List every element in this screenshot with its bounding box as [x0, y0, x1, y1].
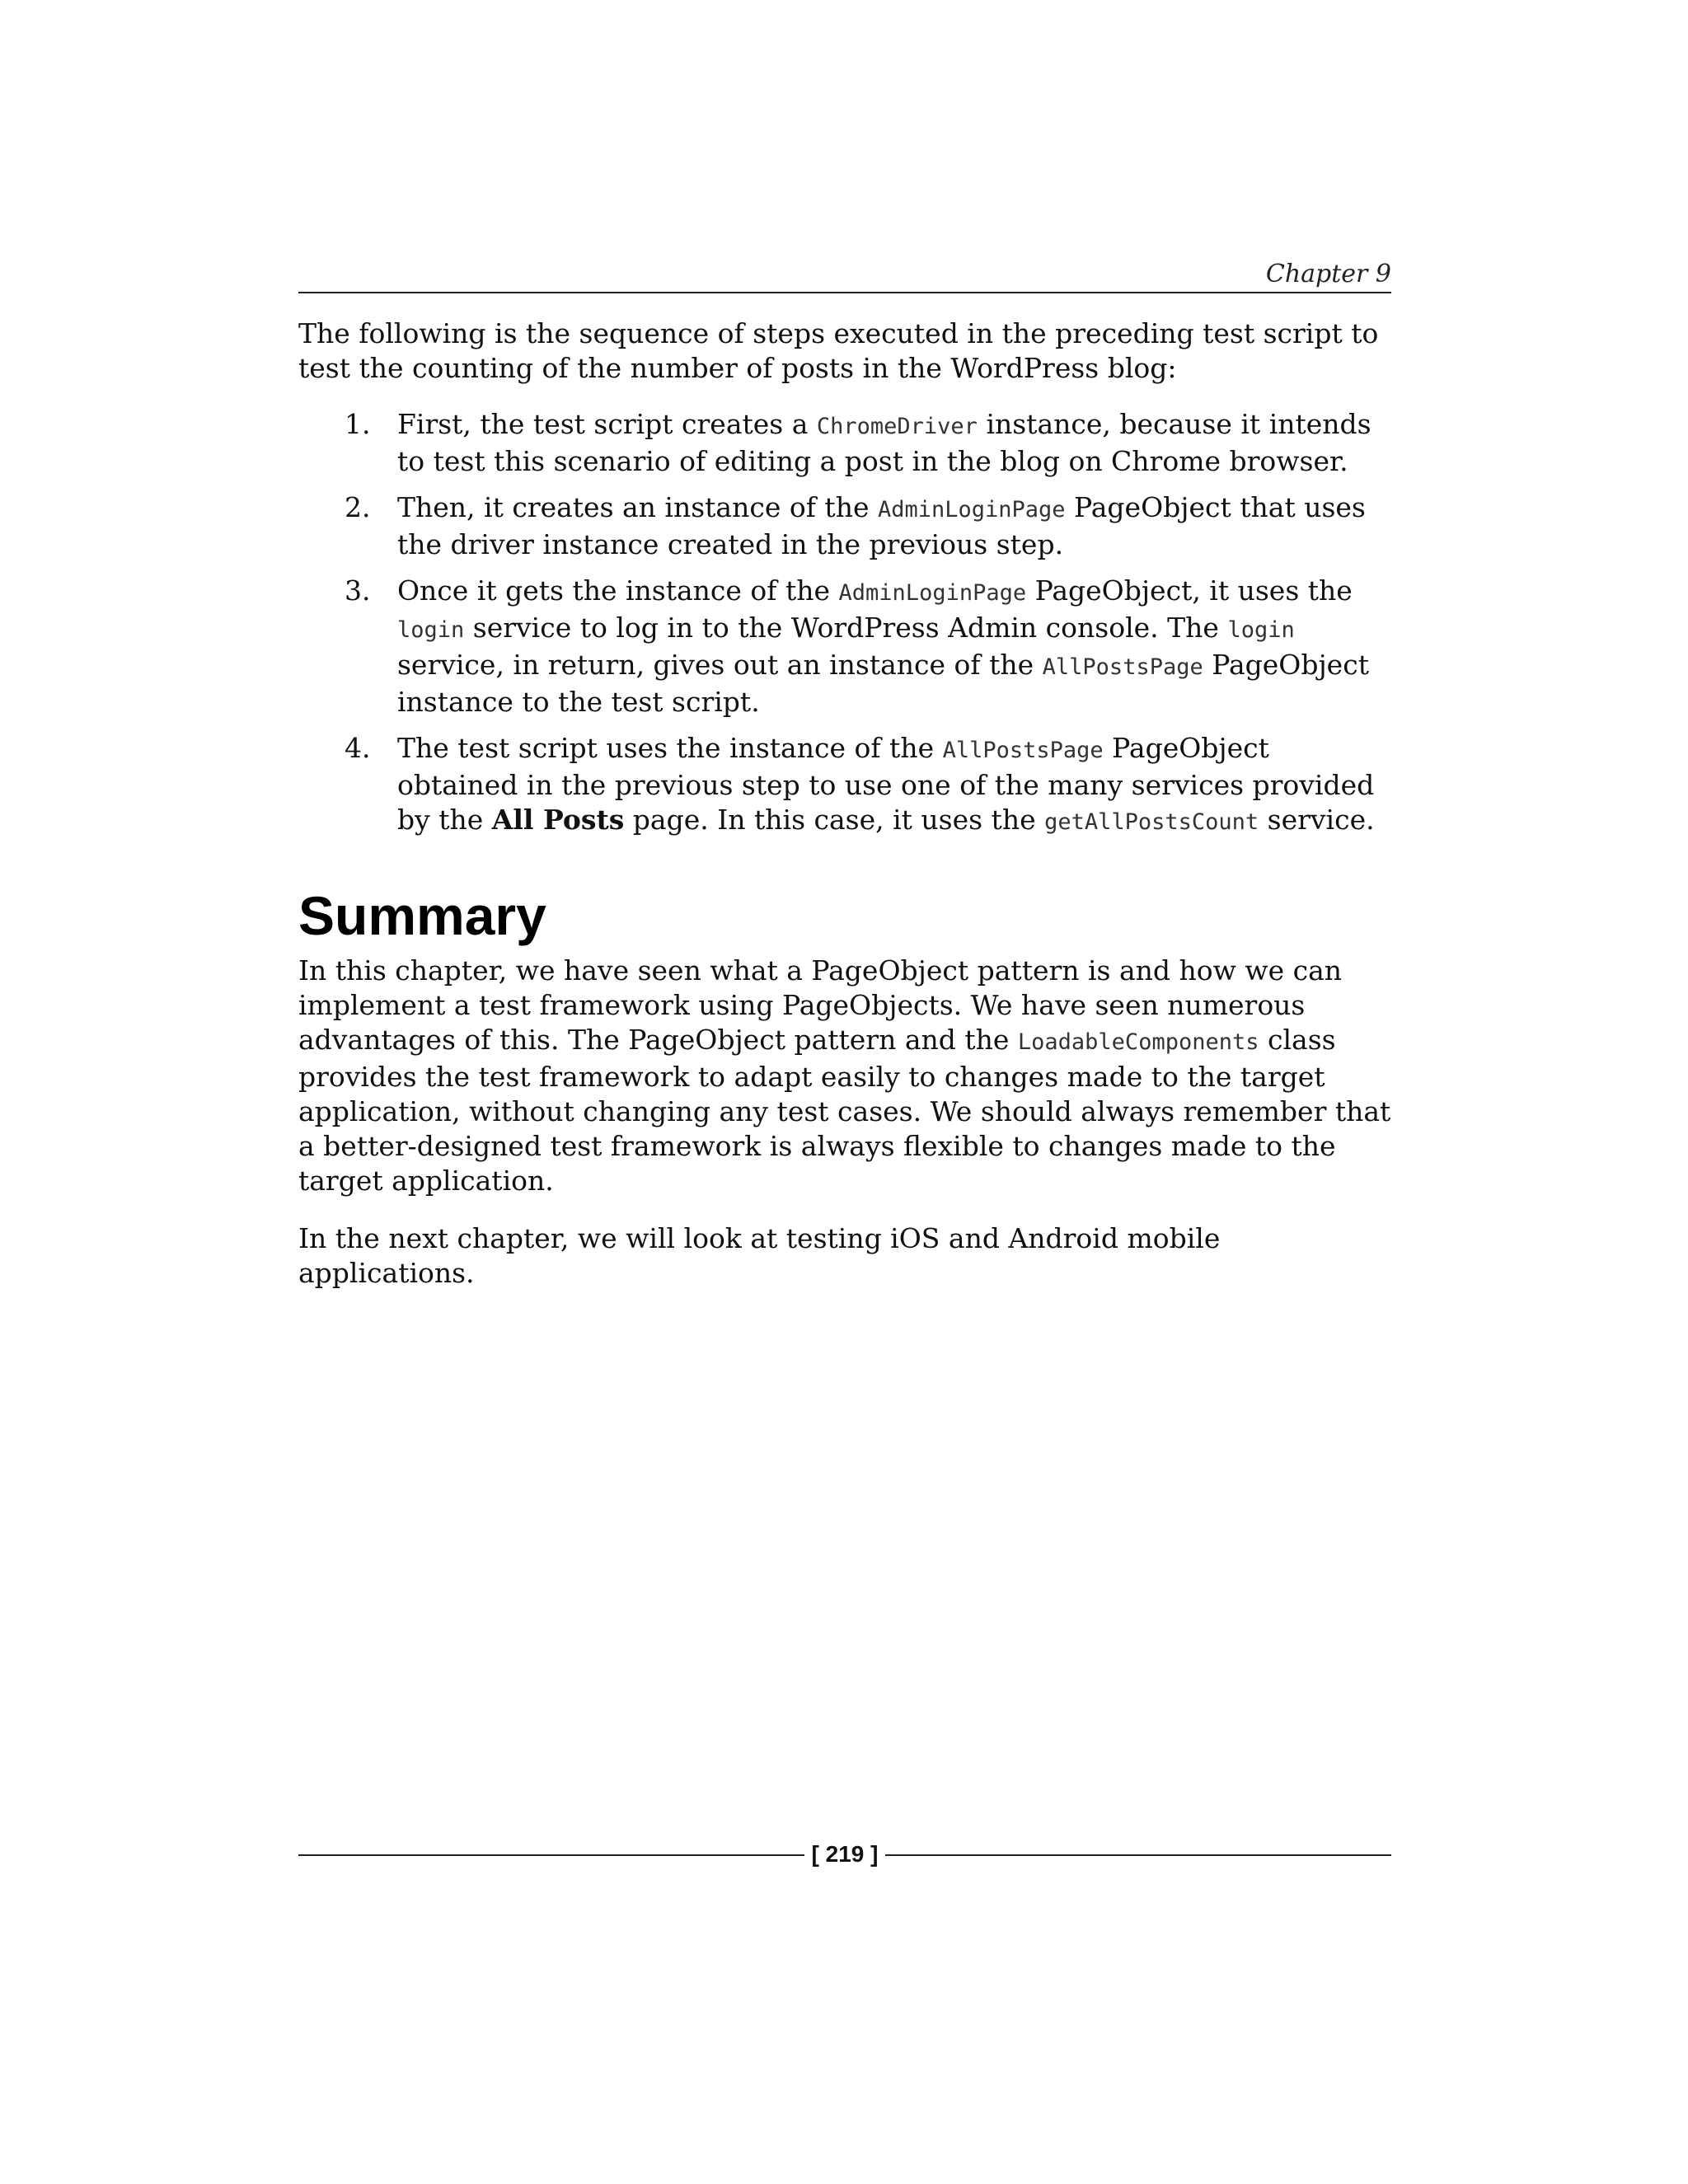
paragraph-text: In this chapter, we have seen what a PageObject pattern is and how we can implement a test framework using PageObjects. We have seen numerous advantages of this. The PageObject pattern and the: [298, 954, 1343, 1056]
list-number: 3.: [345, 574, 371, 607]
code-span: AdminLoginPage: [838, 580, 1027, 606]
step-text: Once it gets the instance of the: [397, 574, 839, 607]
header-rule: [298, 292, 1391, 293]
summary-paragraph: [298, 954, 1391, 1198]
step-text: First, the test script creates a: [397, 408, 817, 440]
step-text: service, in return, gives out an instance of the: [397, 649, 1043, 681]
footer-rule-left: [298, 1854, 804, 1856]
list-item: [298, 731, 1391, 840]
step-text: PageObject obtained in the previous step to use one of the many services provided by the: [397, 732, 1375, 836]
code-span: AllPostsPage: [942, 738, 1104, 763]
code-span: login: [1227, 617, 1295, 643]
book-page: [298, 0, 1391, 2184]
list-item: [298, 490, 1391, 562]
running-header: Chapter 9: [1265, 260, 1391, 288]
step-text: PageObject that uses the driver instance created in the previous step.: [397, 491, 1366, 560]
paragraph-text: class provides the test framework to adapt easily to changes made to the target application, without changing any test cases. We should always remember that a better-designed test framework is always flexible to changes made to the target application.: [298, 1024, 1391, 1197]
list-item: [298, 407, 1391, 479]
section-heading: Summary: [298, 885, 546, 946]
step-text: service to log in to the WordPress Admin console. The: [464, 612, 1228, 644]
step-text: PageObject, it uses the: [1026, 574, 1353, 607]
list-number: 2.: [345, 491, 371, 523]
code-span: login: [397, 617, 465, 643]
next-chapter-paragraph: In the next chapter, we will look at testing iOS and Android mobile applications.: [298, 1222, 1221, 1289]
step-text: Then, it creates an instance of the: [397, 491, 878, 523]
step-text: instance, because it intends to test this scenario of editing a post in the blog on Chrome browser.: [397, 408, 1372, 477]
page-footer: [298, 1838, 1391, 1871]
steps-list: [298, 407, 1391, 840]
step-text: service.: [1259, 804, 1375, 836]
step-text: The test script uses the instance of the: [397, 732, 943, 764]
bold-term: All Posts: [491, 804, 625, 836]
page-content: [298, 316, 1391, 1291]
footer-rule-right: [885, 1854, 1391, 1856]
code-span: ChromeDriver: [816, 414, 978, 439]
step-text: PageObject instance to the test script.: [397, 649, 1369, 718]
code-span: LoadableComponents: [1017, 1029, 1259, 1055]
step-text: page. In this case, it uses the: [624, 804, 1045, 836]
list-item: [298, 574, 1391, 719]
code-span: AdminLoginPage: [877, 497, 1066, 523]
intro-paragraph: The following is the sequence of steps executed in the preceding test script to test the counting of the number of posts in the WordPress blog:: [298, 317, 1379, 384]
code-span: getAllPostsCount: [1044, 809, 1259, 835]
page-number: [ 219 ]: [811, 1841, 879, 1867]
list-number: 4.: [345, 732, 371, 764]
code-span: AllPostsPage: [1042, 654, 1203, 680]
list-number: 1.: [345, 408, 371, 440]
